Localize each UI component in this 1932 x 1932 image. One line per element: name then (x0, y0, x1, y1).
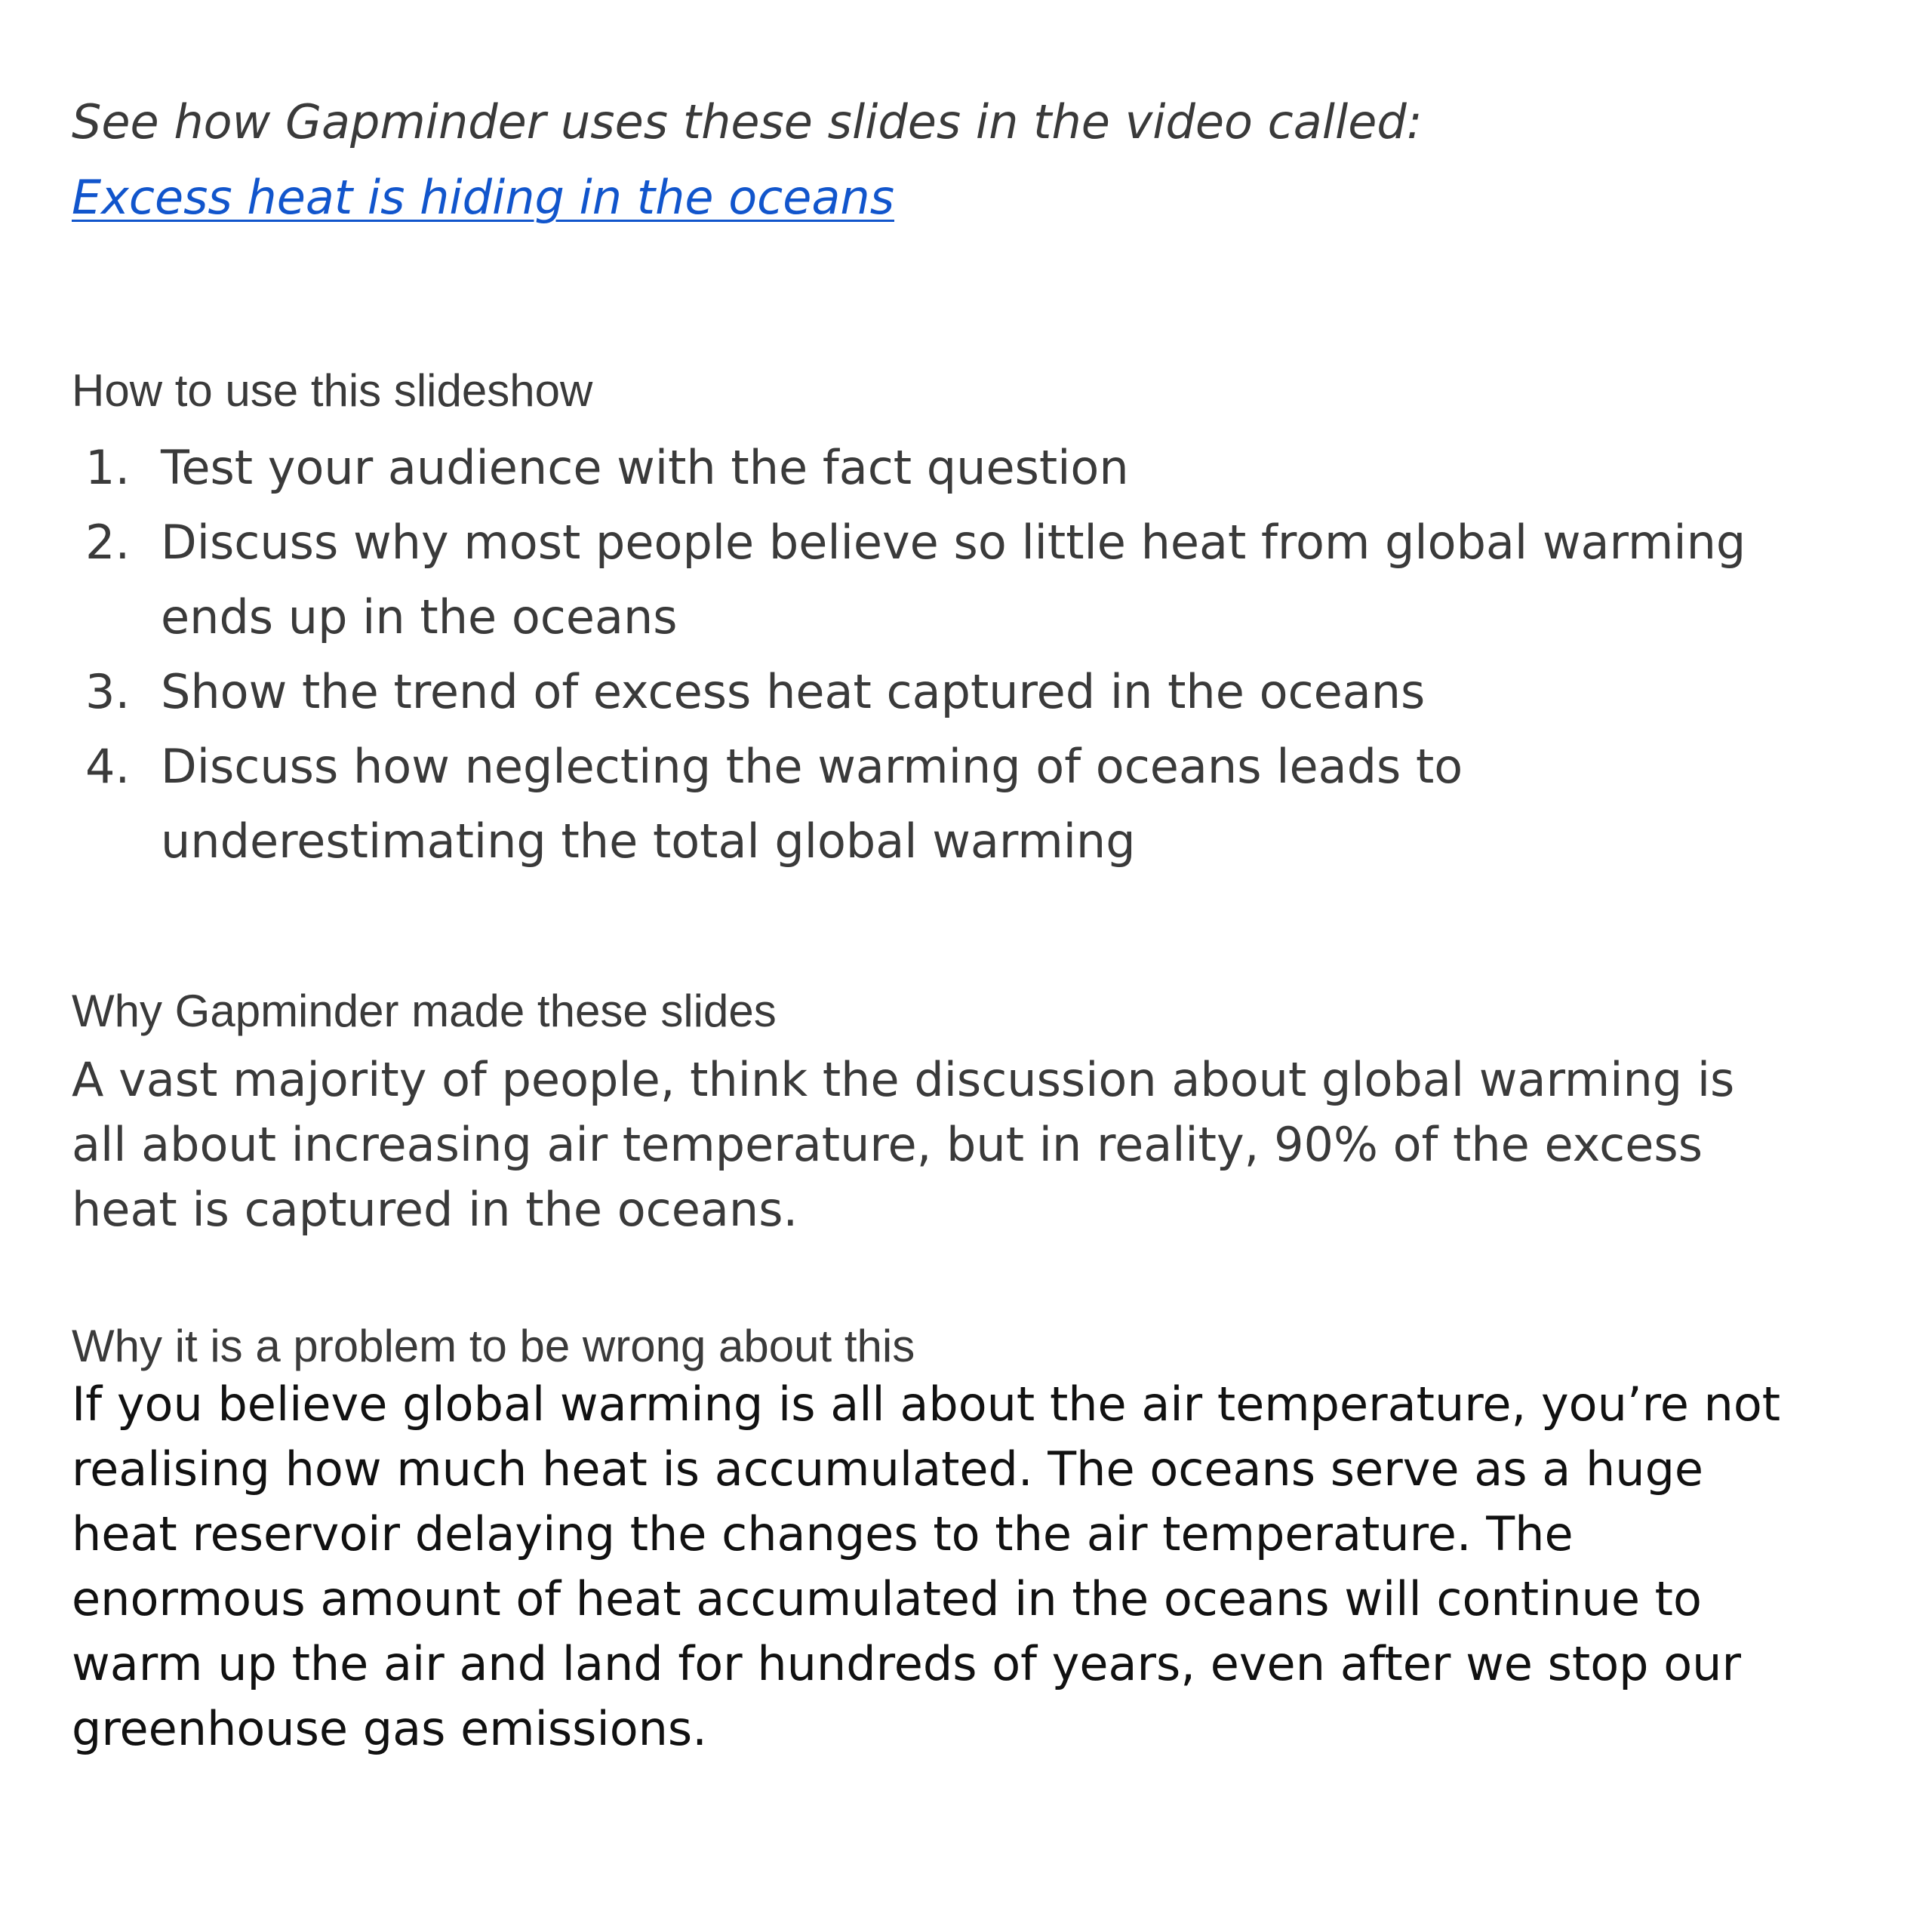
paragraph-line: greenhouse gas emissions. (72, 1701, 707, 1756)
paragraph-line: enormous amount of heat accumulated in the oceans will continue to (72, 1571, 1702, 1626)
step-number: 2. (85, 515, 131, 570)
paragraph-line: all about increasing air temperature, but in reality, 90% of the excess (72, 1117, 1703, 1172)
paragraph-line: heat reservoir delaying the changes to the air temperature. The (72, 1506, 1574, 1561)
why-problem-heading: Why it is a problem to be wrong about this (72, 1321, 915, 1371)
paragraph-line: heat is captured in the oceans. (72, 1182, 798, 1237)
list-item (72, 505, 1897, 654)
list-item (72, 430, 1897, 505)
paragraph-line: A vast majority of people, think the discussion about global warming is (72, 1052, 1735, 1107)
step-text: Show the trend of excess heat captured in the oceans (161, 664, 1426, 719)
list-item (72, 729, 1897, 878)
step-text: Test your audience with the fact question (161, 440, 1129, 495)
step-text: underestimating the total global warming (161, 814, 1136, 869)
step-number: 1. (85, 440, 131, 495)
video-intro-text: See how Gapminder uses these slides in the video called: (72, 94, 1423, 149)
list-item (72, 654, 1897, 729)
how-to-heading: How to use this slideshow (72, 365, 593, 416)
step-number: 3. (85, 664, 131, 719)
why-made-heading: Why Gapminder made these slides (72, 986, 777, 1036)
paragraph-line: realising how much heat is accumulated. The oceans serve as a huge (72, 1441, 1704, 1497)
step-text: ends up in the oceans (161, 589, 678, 645)
paragraph-line: warm up the air and land for hundreds of years, even after we stop our (72, 1636, 1741, 1691)
why-made-paragraph (72, 1048, 1898, 1242)
video-intro (72, 85, 1423, 235)
paragraph-line: If you believe global warming is all about the air temperature, you’re not (72, 1377, 1781, 1432)
video-link[interactable]: Excess heat is hiding in the oceans (72, 170, 894, 225)
step-text: Discuss why most people believe so little heat from global warming (161, 515, 1746, 570)
steps-list (72, 430, 1897, 878)
step-text: Discuss how neglecting the warming of oceans leads to (161, 739, 1463, 794)
step-number: 4. (85, 739, 131, 794)
why-problem-paragraph (72, 1372, 1898, 1761)
